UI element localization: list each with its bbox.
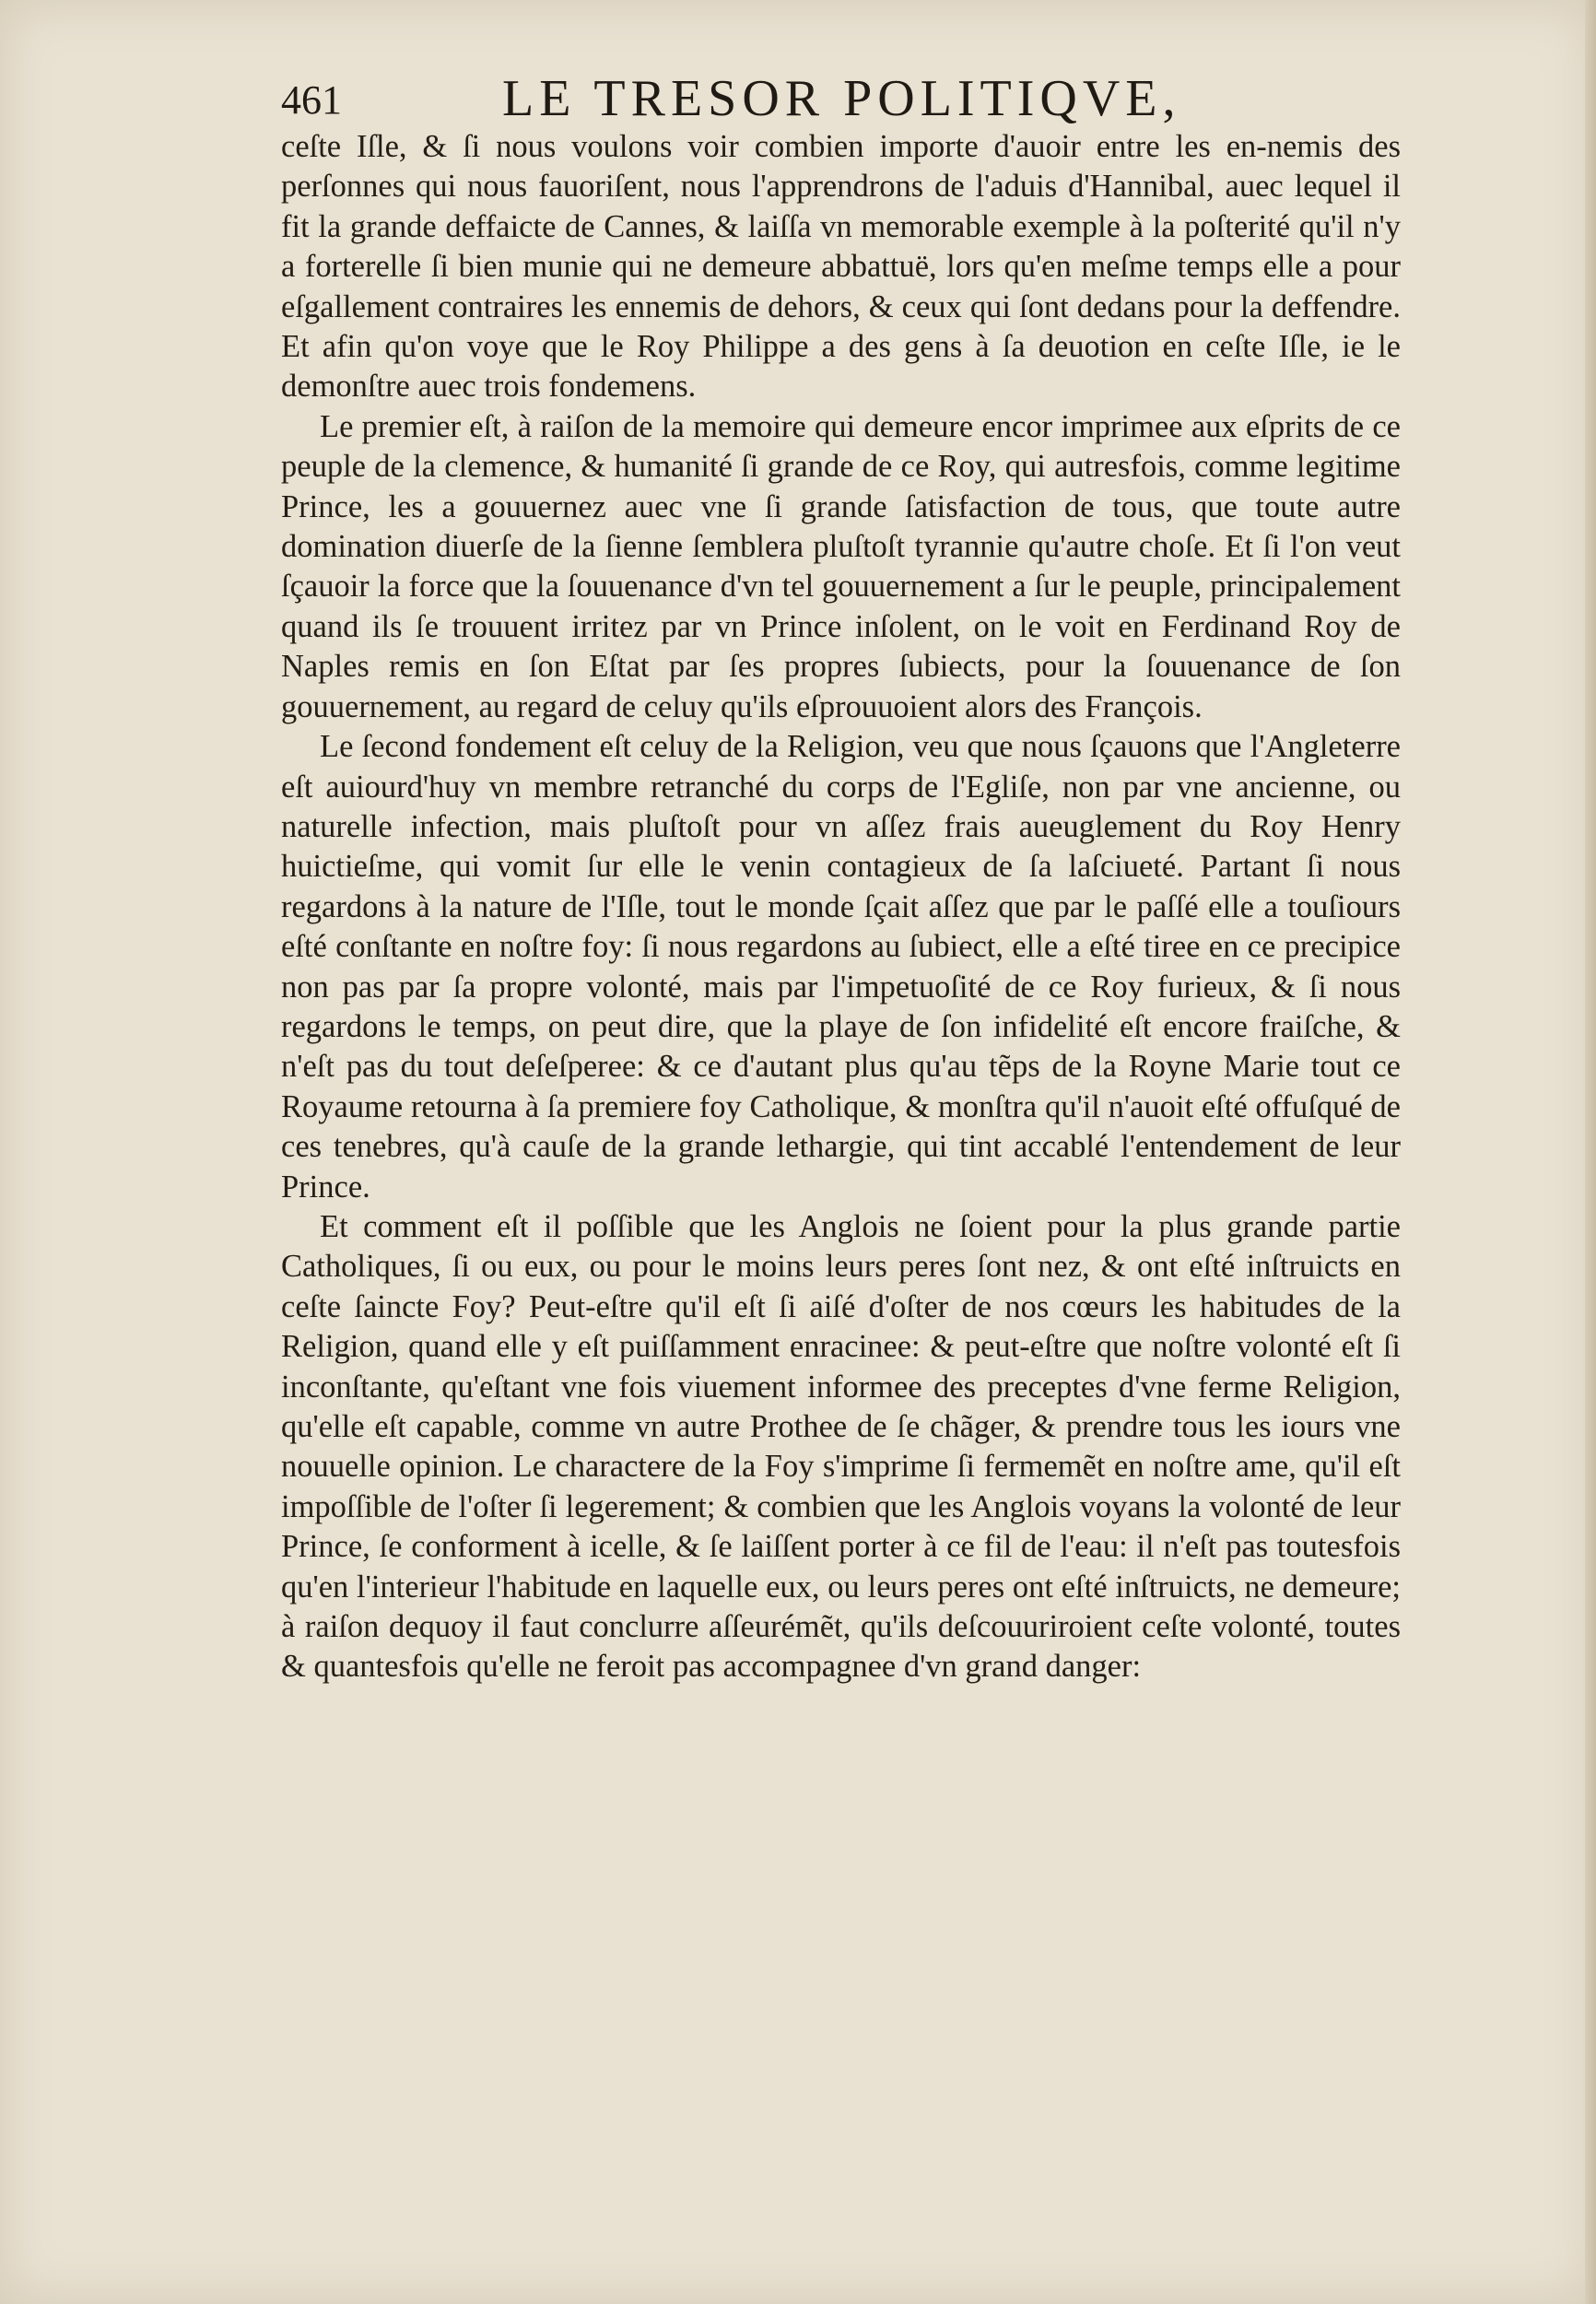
page-header: [281, 69, 1350, 128]
page-edge: [1585, 0, 1596, 2304]
paragraph-1: ceſte Iſle, & ſi nous voulons voir combien importe d'auoir entre les en-nemis des perſonnes qui nous fauoriſent, nous l'apprendrons de l'aduis d'Hannibal, auec lequel il fit la grande deffaicte de Cannes, & laiſſa vn memorable exemple à la poſterité qu'il n'y a forterelle ſi bien munie qui ne demeure abbattuë, lors qu'en meſme temps elle a pour eſgallement contraires les ennemis de dehors, & ceux qui ſont dedans pour la deffendre. Et afin qu'on voye que le Roy Philippe a des gens à ſa deuotion en ceſte Iſle, ie le demonſtre auec trois fondemens.: [281, 129, 1401, 405]
paragraph-4: Et comment eſt il poſſible que les Anglois ne ſoient pour la plus grande partie Catholiques, ſi ou eux, ou pour le moins leurs peres ſont nez, & ont eſté inſtruicts en ceſte ſaincte Foy? Peut-eſtre qu'il eſt ſi aiſé d'oſter de nos cœurs les habitudes de la Religion, quand elle y eſt puiſſamment enracinee: & peut-eſtre que noſtre volonté eſt ſi inconſtante, qu'eſtant vne fois viuement informee des preceptes d'vne ferme Religion, qu'elle eſt capable, comme vn autre Prothee de ſe chãger, & prendre tous les iours vne nouuelle opinion. Le charactere de la Foy s'imprime ſi fermemẽt en noſtre ame, qu'il eſt impoſſible de l'oſter ſi legerement; & combien que les Anglois voyans la volonté de leur Prince, ſe conforment à icelle, & ſe laiſſent porter à ce fil de l'eau: il n'eſt pas toutesfois qu'en l'interieur l'habitude en laquelle eux, ou leurs peres ont eſté inſtruicts, ne demeure; à raiſon dequoy il faut conclurre aſſeurémẽt, qu'ils deſcouuriroient ceſte volonté, toutes & quantesfois qu'elle ne feroit pas accompagnee d'vn grand danger:: [281, 1208, 1401, 1685]
running-title: LE TRESOR POLITIQVE,: [502, 70, 1181, 127]
body-text: [281, 127, 1401, 1687]
paragraph-3: Le ſecond fondement eſt celuy de la Religion, veu que nous ſçauons que l'Angleterre eſt auiourd'huy vn membre retranché du corps de l'Egliſe, non par vne ancienne, ou naturelle infection, mais pluſtoſt pour vn aſſez frais aueuglement du Roy Henry huictieſme, qui vomit ſur elle le venin contagieux de ſa laſciueté. Partant ſi nous regardons à la nature de l'Iſle, tout le monde ſçait aſſez que par le paſſé elle a touſiours eſté conſtante en noſtre foy: ſi nous regardons au ſubiect, elle a eſté tiree en ce precipice non pas par ſa propre volonté, mais par l'impetuoſité de ce Roy furieux, & ſi nous regardons le temps, on peut dire, que la playe de ſon infidelité eſt encore fraiſche, & n'eſt pas du tout deſeſperee: & ce d'autant plus qu'au tẽps de la Royne Marie tout ce Royaume retourna à ſa premiere foy Catholique, & monſtra qu'il n'auoit eſté offuſqué de ces tenebres, qu'à cauſe de la grande lethargie, qui tint accablé l'entendement de leur Prince.: [281, 729, 1401, 1205]
page-number: 461: [281, 77, 342, 123]
paragraph-2: Le premier eſt, à raiſon de la memoire qui demeure encor imprimee aux eſprits de ce peuple de la clemence, & humanité ſi grande de ce Roy, qui autresfois, comme legitime Prince, les a gouuernez auec vne ſi grande ſatisfaction de tous, que toute autre domination diuerſe de la ſienne ſemblera pluſtoſt tyrannie qu'autre choſe. Et ſi l'on veut ſçauoir la force que la ſouuenance d'vn tel gouuernement a ſur le peuple, principalement quand ils ſe trouuent irritez par vn Prince inſolent, on le voit en Ferdinand Roy de Naples remis en ſon Eſtat par ſes propres ſubiects, pour la ſouuenance de ſon gouuernement, au regard de celuy qu'ils eſprouuoient alors des François.: [281, 408, 1401, 724]
